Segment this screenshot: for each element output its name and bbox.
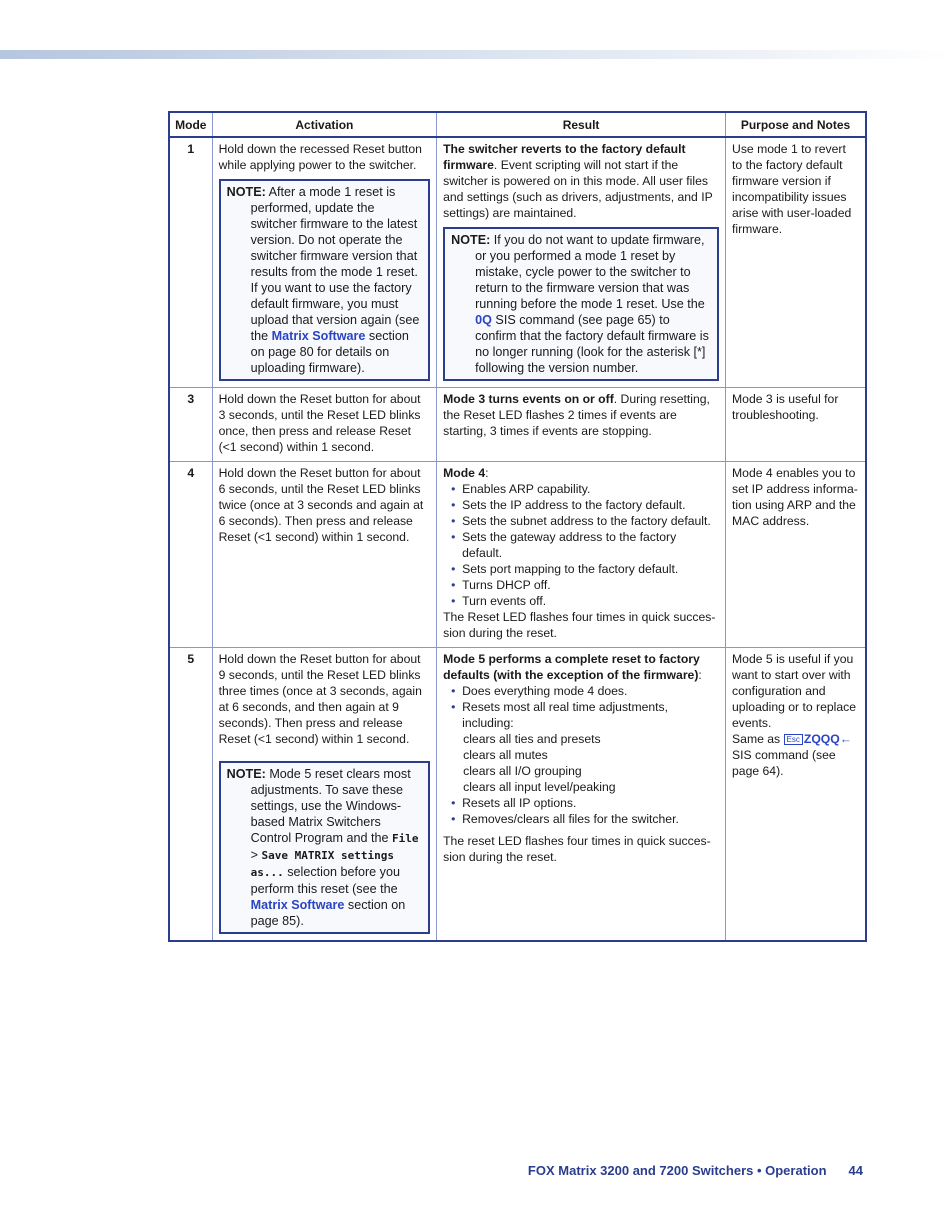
activation-cell <box>212 137 436 388</box>
result-after: The Reset LED flashes four times in quick succes-sion during the reset. <box>443 610 716 640</box>
note-box <box>219 761 430 934</box>
menu-file: File <box>392 832 419 845</box>
note-text: section on page 80 for details on uploading firmware). <box>250 329 409 375</box>
result-heading: Mode 4 <box>443 466 486 480</box>
page-number: 44 <box>848 1163 863 1178</box>
result-heading: Mode 5 performs a complete reset to factory defaults (with the exception of the firmware) <box>443 652 700 682</box>
result-cell: Mode 5 performs a complete reset to factory defaults (with the exception of the firmware): • Does everything mode 4 does. • Resets most all real time adjustments, including: clears all ties and presets clears all mutes clears all I/O grouping clears all input level/peaking • Resets all IP options. • Removes/clears all files for the switcher. The reset LED flashes four times in quick succes-sion during the reset. <box>437 648 726 942</box>
list-item: • Sets the gateway address to the factory default. <box>451 529 719 561</box>
list-item: • Enables ARP capability. <box>451 481 719 497</box>
result-after: The reset LED flashes four times in quick succes-sion during the reset. <box>443 834 711 864</box>
bullet-list <box>443 683 719 731</box>
activation-text: Hold down the recessed Reset button while applying power to the switcher. <box>218 142 422 172</box>
enter-arrow-icon: ← <box>839 732 852 746</box>
note-text: section on page 85). <box>250 898 406 928</box>
list-item: • Does everything mode 4 does. <box>451 683 719 699</box>
purpose-cell: Mode 3 is useful for troubleshooting. <box>726 388 866 462</box>
list-item: • Resets most all real time adjustments, including: <box>451 699 719 731</box>
result-cell <box>437 137 726 388</box>
list-item: • Turns DHCP off. <box>451 577 719 593</box>
sis-command: 0Q <box>475 313 492 327</box>
mode-number: 3 <box>169 388 212 462</box>
matrix-software-link[interactable]: Matrix Software <box>271 329 366 343</box>
matrix-software-link[interactable]: Matrix Software <box>250 898 345 912</box>
mode-number: 4 <box>169 462 212 648</box>
list-item: • Sets the subnet address to the factory default. <box>451 513 719 529</box>
sub-item: clears all mutes <box>463 748 548 762</box>
result-cell: Mode 4: • Enables ARP capability. • Sets the IP address to the factory default. • Sets the subnet address to the factory default. • Sets the gateway address to the factory default. • Sets port mapping to the factory default. • Turns DHCP off. • Turn events off. The Reset LED flashes four times in quick succes-sion during the reset. <box>437 462 726 648</box>
list-item: • Sets the IP address to the factory default. <box>451 497 719 513</box>
header-mode: Mode <box>169 112 212 137</box>
note-text: If you do not want to update firmware, or you performed a mode 1 reset by mistake, cycle power to the switcher to return to the firmware version that was running before the mode 1 reset. Use the <box>475 233 705 311</box>
result-heading: Mode 3 turns events on or off <box>443 392 614 406</box>
header-purpose: Purpose and Notes <box>726 112 866 137</box>
list-item: • Resets all IP options. <box>451 795 719 811</box>
activation-cell <box>212 648 436 942</box>
purpose-cell: Use mode 1 to revert to the factory default firmware version if incompatibility issues arise with user-loaded firmware. <box>726 137 866 388</box>
table-row-mode-5 <box>169 648 866 942</box>
header-result: Result <box>437 112 726 137</box>
table-row-mode-4 <box>169 462 866 648</box>
page-footer <box>528 1163 863 1178</box>
bullet-list <box>443 481 719 609</box>
sub-item: clears all input level/peaking <box>463 780 616 794</box>
note-text: SIS command (see page 65) to confirm that the factory default firmware is no longer running (look for the asterisk [*] following the version number. <box>475 313 709 375</box>
result-heading: The switcher reverts to the factory default firmware <box>443 142 686 172</box>
result-text: The switcher reverts to the factory default firmware. Event scripting will not start if the switcher is powered on in this mode. All user files and settings (such as drivers, adjustments, and IP settings) are maintained. <box>443 142 713 220</box>
list-item: • Sets port mapping to the factory default. <box>451 561 719 577</box>
menu-save-matrix-settings: Save MATRIX settings as... <box>250 849 394 879</box>
note-box <box>219 179 430 381</box>
table-row-mode-3 <box>169 388 866 462</box>
activation-text: Hold down the Reset button for about 9 seconds, until the Reset LED blinks three times (once at 3 seconds, again at 6 seconds, and then again at 9 seconds). Then press and release Reset (<1 second) within 1 second. <box>218 652 422 746</box>
list-item: • Removes/clears all files for the switcher. <box>451 811 719 827</box>
activation-cell: Hold down the Reset button for about 3 seconds, until the Reset LED blinks once, then press and release Reset (<1 second) within 1 second. <box>212 388 436 462</box>
mode-number: 1 <box>169 137 212 388</box>
mode-number: 5 <box>169 648 212 942</box>
activation-cell: Hold down the Reset button for about 6 seconds, until the Reset LED blinks twice (once at 3 seconds and again at 6 seconds). Then press and release Reset (<1 second) within 1 second. <box>212 462 436 648</box>
esc-key-icon: Esc <box>784 734 803 745</box>
footer-title: FOX Matrix 3200 and 7200 Switchers • Operation <box>527 1163 827 1178</box>
reset-modes-table <box>168 111 867 942</box>
note-text: selection before you perform this reset (see the <box>250 865 400 896</box>
header-activation: Activation <box>212 112 436 137</box>
header-band <box>0 50 950 59</box>
sub-item: clears all ties and presets <box>463 732 601 746</box>
bullet-list <box>443 795 719 827</box>
note-text: Mode 5 reset clears most adjustments. To save these settings, use the Windows-based Matrix Switchers Control Program and the <box>250 767 411 845</box>
purpose-cell: Mode 5 is useful if you want to start over with configuration and uploading or to replace events. Same as Esc ZQQQ← SIS command (see page 64). <box>726 648 866 942</box>
purpose-cell: Mode 4 enables you to set IP address informa-tion using ARP and the MAC address. <box>726 462 866 648</box>
table-header-row <box>169 112 866 137</box>
sis-command: ZQQQ <box>803 732 840 746</box>
note-label: NOTE: <box>226 767 266 781</box>
list-item: • Turn events off. <box>451 593 719 609</box>
menu-separator: > <box>250 848 258 862</box>
note-label: NOTE: <box>226 185 266 199</box>
note-text: After a mode 1 reset is performed, update the switcher firmware to the latest version. Do not operate the switcher firmware version that results from the mode 1 reset. If you want to use the factory default firmware, you must upload that version again (see the <box>250 185 420 343</box>
sub-item: clears all I/O grouping <box>463 764 582 778</box>
note-box <box>443 227 719 381</box>
result-cell: Mode 3 turns events on or off. During resetting, the Reset LED flashes 2 times if events are starting, 3 times if events are stopping. <box>437 388 726 462</box>
table-row-mode-1 <box>169 137 866 388</box>
note-label: NOTE: <box>451 233 491 247</box>
